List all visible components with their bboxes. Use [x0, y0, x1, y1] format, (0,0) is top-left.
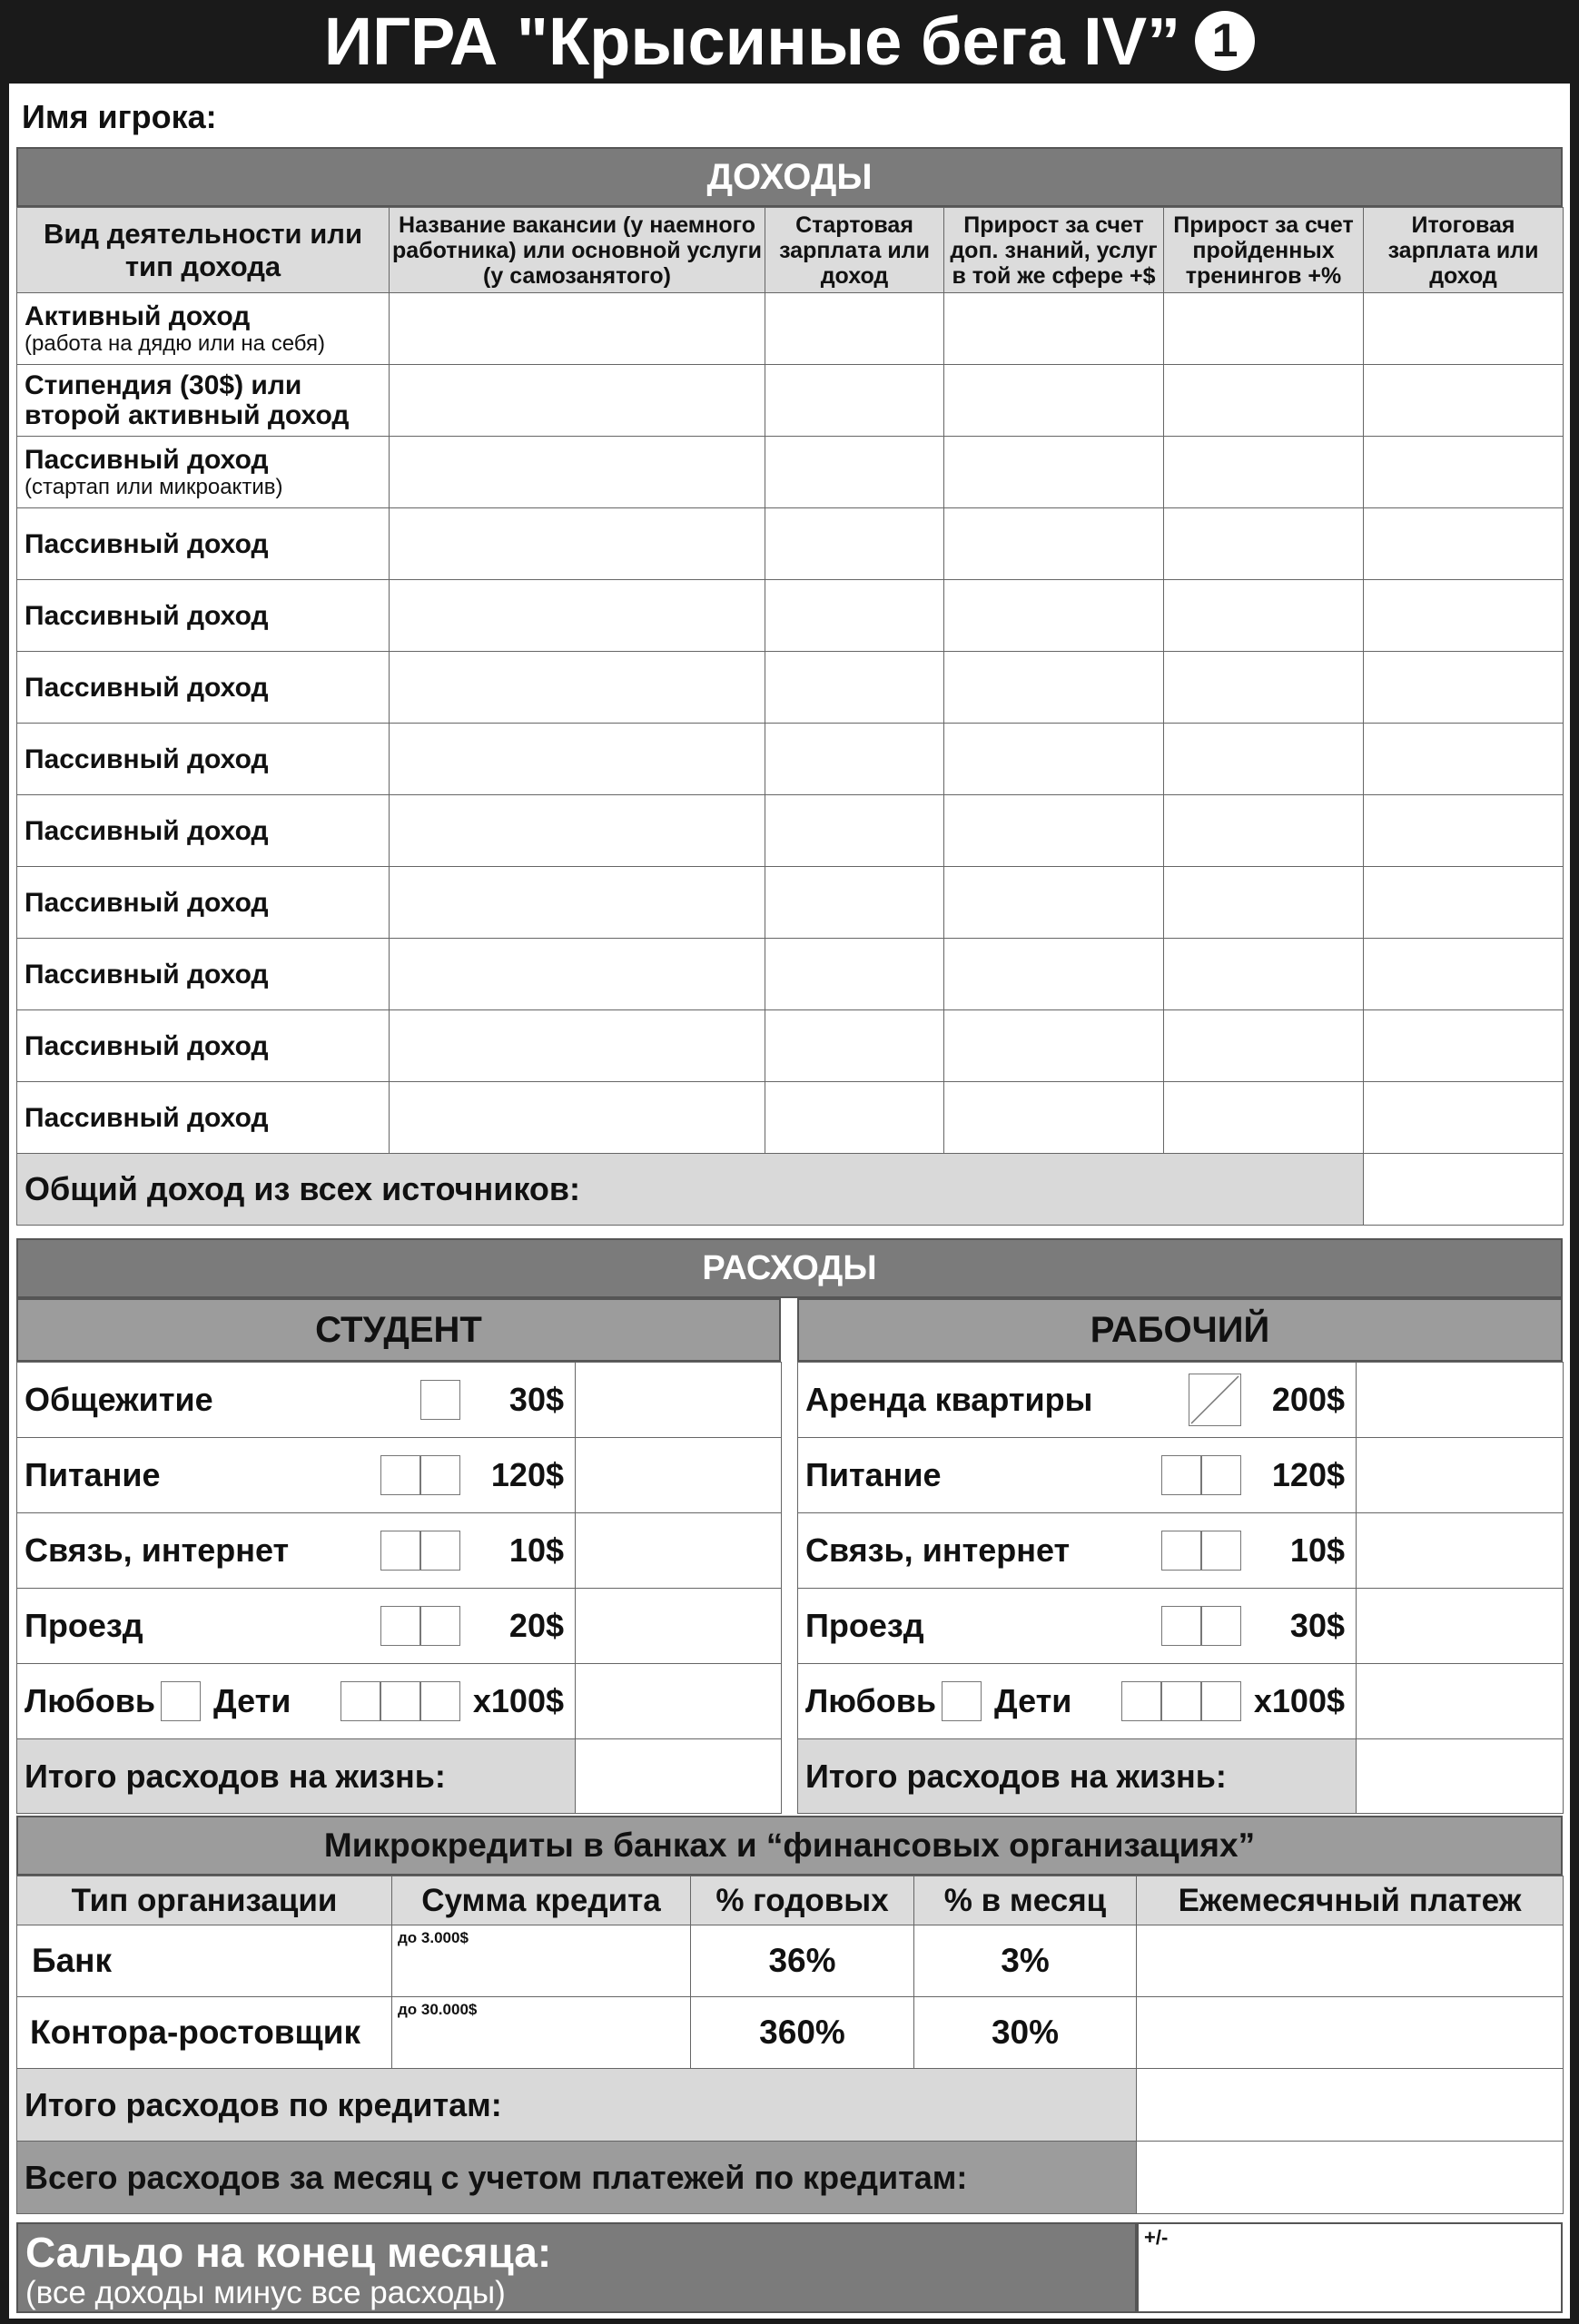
income-row-label [17, 365, 390, 437]
expense-checkbox[interactable] [380, 1455, 420, 1495]
income-row [17, 795, 1564, 867]
income-row [17, 1010, 1564, 1082]
income-type: Пассивный доход [25, 959, 269, 990]
final-salary-field[interactable] [1364, 365, 1564, 437]
credit-annual-rate: 360% [691, 1997, 914, 2069]
student-header: СТУДЕНТ [16, 1298, 781, 1362]
income-row [17, 939, 1564, 1010]
expense-name: Проезд [25, 1607, 143, 1644]
final-salary-field[interactable] [1364, 293, 1564, 365]
grand-total-label-cell [17, 2142, 1137, 2214]
income-row-label [17, 508, 390, 580]
final-salary-field[interactable] [1364, 867, 1564, 939]
expense-total-field[interactable] [1357, 1438, 1564, 1513]
income-total-label: Общий доход из всех источников: [25, 1170, 580, 1207]
final-salary-field[interactable] [1364, 939, 1564, 1010]
knowledge-bonus-field[interactable] [944, 293, 1164, 365]
credits-table [16, 1876, 1564, 2214]
expense-item [17, 1363, 576, 1438]
expense-item [798, 1513, 1357, 1589]
start-salary-field[interactable] [765, 437, 944, 508]
final-salary-field[interactable] [1364, 1010, 1564, 1082]
expense-row [798, 1589, 1564, 1664]
training-bonus-field[interactable] [1164, 1010, 1364, 1082]
credit-payment-field[interactable] [1137, 1997, 1564, 2069]
expense-name: Связь, интернет [805, 1531, 1071, 1569]
vacancy-name-field[interactable] [390, 293, 765, 365]
income-row-label [17, 1010, 390, 1082]
start-salary-field[interactable] [765, 580, 944, 652]
vacancy-name-field[interactable] [390, 1010, 765, 1082]
start-salary-field[interactable] [765, 508, 944, 580]
credit-type: Контора-ростовщик [17, 1997, 392, 2069]
start-salary-field[interactable] [765, 795, 944, 867]
income-row [17, 724, 1564, 795]
income-total-field[interactable] [1364, 1154, 1564, 1226]
credit-row-bank [17, 1925, 1564, 1997]
player-name-label: Имя игрока: [22, 98, 217, 135]
credit-monthly-rate: 30% [914, 1997, 1137, 2069]
start-salary-field[interactable] [765, 1082, 944, 1154]
expense-total-field[interactable] [576, 1363, 782, 1438]
income-type-note: (стартап или микроактив) [25, 474, 283, 499]
family-row [798, 1664, 1564, 1739]
living-total-field[interactable] [576, 1739, 782, 1814]
vacancy-name-field[interactable] [390, 1082, 765, 1154]
expense-row [798, 1438, 1564, 1513]
income-row-label [17, 1082, 390, 1154]
expense-name: Общежитие [25, 1381, 213, 1418]
credits-total-label-cell [17, 2069, 1137, 2142]
start-salary-field[interactable] [765, 867, 944, 939]
income-row-label [17, 580, 390, 652]
col-annual-rate: % годовых [691, 1876, 914, 1925]
col-income-type: Вид деятельности или тип дохода [17, 208, 390, 293]
training-bonus-field[interactable] [1164, 508, 1364, 580]
knowledge-bonus-field[interactable] [944, 795, 1164, 867]
training-bonus-field[interactable] [1164, 365, 1364, 437]
income-row-label [17, 652, 390, 724]
love-checkbox[interactable] [942, 1681, 982, 1721]
income-row [17, 437, 1564, 508]
kids-checkbox[interactable] [1201, 1681, 1241, 1721]
expense-name: Аренда квартиры [805, 1381, 1093, 1418]
expense-checkbox[interactable] [420, 1531, 460, 1571]
kids-checkbox[interactable] [340, 1681, 380, 1721]
knowledge-bonus-field[interactable] [944, 652, 1164, 724]
income-type: Пассивный доход [25, 1030, 269, 1061]
expense-total-field[interactable] [576, 1589, 782, 1664]
vacancy-name-field[interactable] [390, 508, 765, 580]
credits-total-label: Итого расходов по кредитам: [25, 2085, 502, 2123]
expense-total-field[interactable] [576, 1513, 782, 1589]
col-knowledge-bonus: Прирост за счет доп. знаний, услуг в той же сфере +$ [944, 208, 1164, 293]
training-bonus-field[interactable] [1164, 724, 1364, 795]
kids-checkbox[interactable] [1161, 1681, 1201, 1721]
expense-name: Проезд [805, 1607, 924, 1644]
expense-item [17, 1513, 576, 1589]
expense-checkbox[interactable] [380, 1606, 420, 1646]
knowledge-bonus-field[interactable] [944, 939, 1164, 1010]
vacancy-name-field[interactable] [390, 795, 765, 867]
final-salary-field[interactable] [1364, 724, 1564, 795]
expense-row [17, 1513, 782, 1589]
col-start-salary: Стартовая зарплата или доход [765, 208, 944, 293]
family-total-field[interactable] [1357, 1664, 1564, 1739]
expense-amount: 20$ [508, 1607, 564, 1644]
expense-total-field[interactable] [1357, 1363, 1564, 1438]
credit-type: Банк [17, 1925, 392, 1997]
credit-payment-field[interactable] [1137, 1925, 1564, 1997]
living-total-label: Итого расходов на жизнь: [25, 1757, 446, 1795]
game-title: ИГРА "Крысиные бега IV” [323, 4, 1181, 79]
credit-limit-hint: до 3.000$ [398, 1929, 469, 1946]
income-section-header: ДОХОДЫ [16, 147, 1563, 207]
expense-checkbox[interactable] [420, 1380, 460, 1420]
training-bonus-field[interactable] [1164, 867, 1364, 939]
vacancy-name-field[interactable] [390, 939, 765, 1010]
income-row [17, 867, 1564, 939]
knowledge-bonus-field[interactable] [944, 508, 1164, 580]
kids-checkbox[interactable] [1121, 1681, 1161, 1721]
col-credit-amount: Сумма кредита [392, 1876, 691, 1925]
income-row [17, 293, 1564, 365]
student-expenses-table [16, 1362, 782, 1814]
col-training-bonus: Прирост за счет пройденных тренингов +% [1164, 208, 1364, 293]
income-type: Пассивный доход [25, 887, 269, 918]
knowledge-bonus-field[interactable] [944, 867, 1164, 939]
expense-item [17, 1589, 576, 1664]
expense-amount: 30$ [1289, 1607, 1345, 1644]
training-bonus-field[interactable] [1164, 939, 1364, 1010]
income-row-label [17, 437, 390, 508]
expense-amount: 120$ [1271, 1456, 1345, 1493]
family-expenses [798, 1664, 1357, 1739]
income-type: Пассивный доход [25, 815, 269, 846]
col-final-salary: Итоговая зарплата или доход [1364, 208, 1564, 293]
training-bonus-field[interactable] [1164, 580, 1364, 652]
knowledge-bonus-field[interactable] [944, 724, 1164, 795]
sheet-number-badge: 1 [1195, 11, 1255, 71]
income-row [17, 1082, 1564, 1154]
income-type: Пассивный доход [25, 1102, 269, 1133]
knowledge-bonus-field[interactable] [944, 1010, 1164, 1082]
family-amount: x100$ [472, 1682, 564, 1719]
start-salary-field[interactable] [765, 939, 944, 1010]
vacancy-name-field[interactable] [390, 652, 765, 724]
start-salary-field[interactable] [765, 652, 944, 724]
expense-item [798, 1589, 1357, 1664]
credit-amount-field[interactable] [392, 1997, 691, 2069]
expense-item [798, 1363, 1357, 1438]
expense-item [17, 1438, 576, 1513]
knowledge-bonus-field[interactable] [944, 365, 1164, 437]
love-label: Любовь [805, 1682, 937, 1719]
expense-checkbox[interactable] [1201, 1455, 1241, 1495]
col-org-type: Тип организации [17, 1876, 392, 1925]
credit-amount-field[interactable] [392, 1925, 691, 1997]
knowledge-bonus-field[interactable] [944, 437, 1164, 508]
grand-total-field[interactable] [1137, 2142, 1564, 2214]
balance-sign-hint: +/- [1144, 2226, 1169, 2249]
training-bonus-field[interactable] [1164, 652, 1364, 724]
col-monthly-rate: % в месяц [914, 1876, 1137, 1925]
balance-label-box [16, 2222, 1137, 2313]
kids-checkbox[interactable] [380, 1681, 420, 1721]
love-checkbox[interactable] [161, 1681, 201, 1721]
expense-checkbox[interactable] [420, 1606, 460, 1646]
income-type: Стипендия (30$) или второй активный доход [25, 370, 350, 430]
expense-total-field[interactable] [1357, 1589, 1564, 1664]
expense-amount: 10$ [508, 1531, 564, 1569]
col-monthly-payment: Ежемесячный платеж [1137, 1876, 1564, 1925]
expense-row [17, 1363, 782, 1438]
living-total-label: Итого расходов на жизнь: [805, 1757, 1227, 1795]
worker-expenses-table [797, 1362, 1564, 1814]
training-bonus-field[interactable] [1164, 1082, 1364, 1154]
credits-total-field[interactable] [1137, 2069, 1564, 2142]
start-salary-field[interactable] [765, 1010, 944, 1082]
expense-row [17, 1589, 782, 1664]
balance-field[interactable] [1137, 2222, 1563, 2313]
knowledge-bonus-field[interactable] [944, 580, 1164, 652]
living-total-label-cell [798, 1739, 1357, 1814]
final-salary-field[interactable] [1364, 795, 1564, 867]
start-salary-field[interactable] [765, 724, 944, 795]
training-bonus-field[interactable] [1164, 293, 1364, 365]
credit-row-lender [17, 1997, 1564, 2069]
expense-amount: 200$ [1271, 1381, 1345, 1418]
income-row [17, 508, 1564, 580]
vacancy-name-field[interactable] [390, 580, 765, 652]
income-row [17, 580, 1564, 652]
income-table [16, 207, 1564, 1226]
income-total-label-cell [17, 1154, 1364, 1226]
expense-amount: 30$ [508, 1381, 564, 1418]
family-row [17, 1664, 782, 1739]
final-salary-field[interactable] [1364, 580, 1564, 652]
game-sheet [9, 84, 1570, 2319]
credits-header: Микрокредиты в банках и “финансовых организациях” [16, 1816, 1563, 1876]
knowledge-bonus-field[interactable] [944, 1082, 1164, 1154]
income-row [17, 652, 1564, 724]
income-row-label [17, 867, 390, 939]
income-row [17, 365, 1564, 437]
love-label: Любовь [25, 1682, 156, 1719]
expense-amount: 120$ [490, 1456, 564, 1493]
income-type: Пассивный доход [25, 444, 269, 475]
expense-checkbox[interactable] [420, 1455, 460, 1495]
balance-title: Сальдо на конец месяца: [25, 2229, 552, 2276]
expense-checkbox[interactable] [1201, 1606, 1241, 1646]
living-total-row [798, 1739, 1564, 1814]
expense-name: Питание [805, 1456, 942, 1493]
income-row-label [17, 795, 390, 867]
final-salary-field[interactable] [1364, 508, 1564, 580]
kids-label: Дети [213, 1682, 291, 1719]
kids-checkbox[interactable] [420, 1681, 460, 1721]
expense-checkbox[interactable] [1161, 1531, 1201, 1571]
expense-item [798, 1438, 1357, 1513]
income-row-label [17, 939, 390, 1010]
expense-checkbox[interactable] [1201, 1531, 1241, 1571]
expense-checkbox[interactable] [1189, 1374, 1241, 1426]
final-salary-field[interactable] [1364, 652, 1564, 724]
expense-checkbox[interactable] [1161, 1455, 1201, 1495]
expense-checkbox[interactable] [380, 1531, 420, 1571]
living-total-field[interactable] [1357, 1739, 1564, 1814]
final-salary-field[interactable] [1364, 437, 1564, 508]
income-type: Пассивный доход [25, 600, 269, 631]
balance-subtitle: (все доходы минус все расходы) [25, 2275, 506, 2310]
kids-label: Дети [994, 1682, 1072, 1719]
expense-amount: 10$ [1289, 1531, 1345, 1569]
grand-total-label: Всего расходов за месяц с учетом платежей по кредитам: [25, 2158, 968, 2196]
family-total-field[interactable] [576, 1664, 782, 1739]
family-amount: x100$ [1253, 1682, 1345, 1719]
expense-name: Связь, интернет [25, 1531, 290, 1569]
credit-annual-rate: 36% [691, 1925, 914, 1997]
final-salary-field[interactable] [1364, 1082, 1564, 1154]
income-row-label [17, 724, 390, 795]
col-vacancy-name: Название вакансии (у наемного работника) или основной услуги (у самозанятого) [390, 208, 765, 293]
training-bonus-field[interactable] [1164, 795, 1364, 867]
title-bar [0, 0, 1579, 84]
vacancy-name-field[interactable] [390, 867, 765, 939]
start-salary-field[interactable] [765, 293, 944, 365]
expense-total-field[interactable] [576, 1438, 782, 1513]
training-bonus-field[interactable] [1164, 437, 1364, 508]
expenses-section-header: РАСХОДЫ [16, 1238, 1563, 1298]
income-type: Пассивный доход [25, 743, 269, 774]
credit-limit-hint: до 30.000$ [398, 2001, 478, 2018]
expense-row [798, 1513, 1564, 1589]
credit-monthly-rate: 3% [914, 1925, 1137, 1997]
family-expenses [17, 1664, 576, 1739]
worker-header: РАБОЧИЙ [797, 1298, 1563, 1362]
living-total-row [17, 1739, 782, 1814]
vacancy-name-field[interactable] [390, 365, 765, 437]
vacancy-name-field[interactable] [390, 437, 765, 508]
start-salary-field[interactable] [765, 365, 944, 437]
expense-total-field[interactable] [1357, 1513, 1564, 1589]
living-total-label-cell [17, 1739, 576, 1814]
income-row-label [17, 293, 390, 365]
income-type: Пассивный доход [25, 672, 269, 703]
income-type: Пассивный доход [25, 528, 269, 559]
income-type: Активный доход [25, 300, 251, 331]
expense-row [17, 1438, 782, 1513]
vacancy-name-field[interactable] [390, 724, 765, 795]
expense-checkbox[interactable] [1161, 1606, 1201, 1646]
expense-name: Питание [25, 1456, 161, 1493]
expense-row [798, 1363, 1564, 1438]
income-type-note: (работа на дядю или на себя) [25, 330, 325, 356]
